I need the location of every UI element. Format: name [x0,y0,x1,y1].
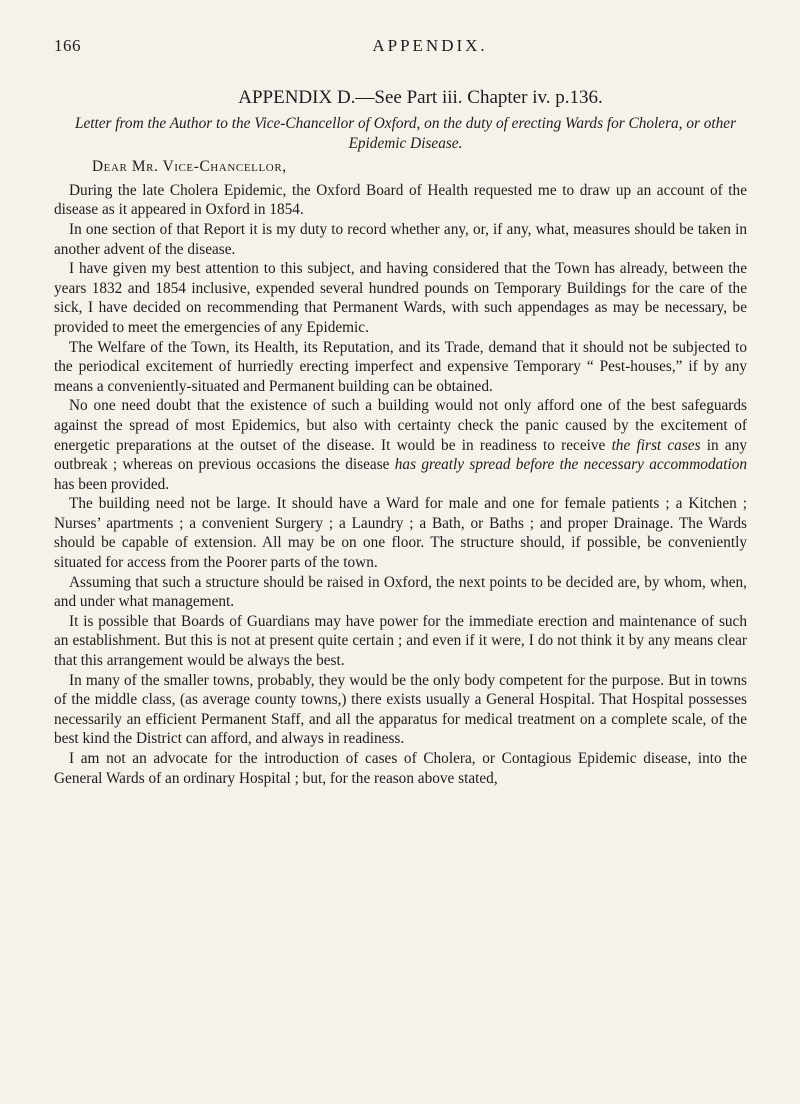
letter-subtitle: Letter from the Author to the Vice-Chancellor of Oxford, on the duty of erecting Wards for Cholera, or other Epidemic Disease. [74,115,737,152]
paragraph [54,396,747,494]
emphasis-text: the first cases [611,436,701,454]
page-body [54,86,747,788]
salutation: Dear Mr. Vice-Chancellor, [92,158,287,176]
paragraph: It is possible that Boards of Guardians may have power for the immediate erection and maintenance of such an establishment. But this is not at present quite certain ; and even if it were, I do not think it by any means clear that this arrangement would be always the best. [54,612,747,670]
emphasis-text: has greatly spread before the necessary accommodation [394,456,747,474]
appendix-heading: APPENDIX D.—See Part iii. Chapter iv. p.136. [238,87,603,108]
running-head [54,36,746,58]
paragraph: Assuming that such a structure should be raised in Oxford, the next points to be decided are, by whom, when, and under what management. [54,573,747,611]
paragraph-text: has been provided. [54,475,170,493]
paragraph: In many of the smaller towns, probably, they would be the only body competent for the purpose. But in towns of the middle class, (as average county towns,) there exists usually a General Hospital. That Hospital possesses necessarily an efficient Permanent Staff, and all the apparatus for medical treatment on a complete scale, of the best kind the District can afford, and always in readiness. [54,671,747,748]
paragraph: In one section of that Report it is my duty to record whether any, or, if any, what, measures should be taken in another advent of the disease. [54,220,747,258]
paragraph: During the late Cholera Epidemic, the Oxford Board of Health requested me to draw up an account of the disease as it appeared in Oxford in 1854. [54,181,747,219]
running-title: APPENDIX. [372,36,488,55]
paragraph-text: No one need doubt that the existence of such a building would not only afford one of the best safeguards against the spread of most Epidemics, but also with certainty check the panic caused by the excitement of energetic preparations at the outset of the disease. It would be in readiness to receive [54,397,747,454]
paragraph-text: in any outbreak ; whereas on previous occasions the disease [54,436,747,474]
paragraph: The building need not be large. It should have a Ward for male and one for female patients ; a Kitchen ; Nurses’ apartments ; a convenient Surgery ; a Laundry ; a Bath, or Baths ; and proper Drainage. The Wards should be capable of extension. All may be on one floor. The structure should, if possible, be conveniently situated for access from the Poorer parts of the town. [54,495,747,572]
paragraph: I have given my best attention to this subject, and having considered that the Town has already, between the years 1832 and 1854 inclusive, expended several hundred pounds on Temporary Buildings for the care of the sick, I have decided on recommending that Permanent Wards, with such appendages as may be necessary, be provided to meet the emergencies of any Epidemic. [54,260,747,336]
paragraph: I am not an advocate for the introduction of cases of Cholera, or Contagious Epidemic disease, into the General Wards of an ordinary Hospital ; but, for the reason above stated, [54,750,747,787]
paragraph: The Welfare of the Town, its Health, its Reputation, and its Trade, demand that it should not be subjected to the periodical excitement of hurriedly erecting imperfect and expensive Temporary “ Pest-houses,” if by any means a conveniently-situated and Permanent building can be obtained. [54,338,747,395]
page-number: 166 [54,36,81,55]
